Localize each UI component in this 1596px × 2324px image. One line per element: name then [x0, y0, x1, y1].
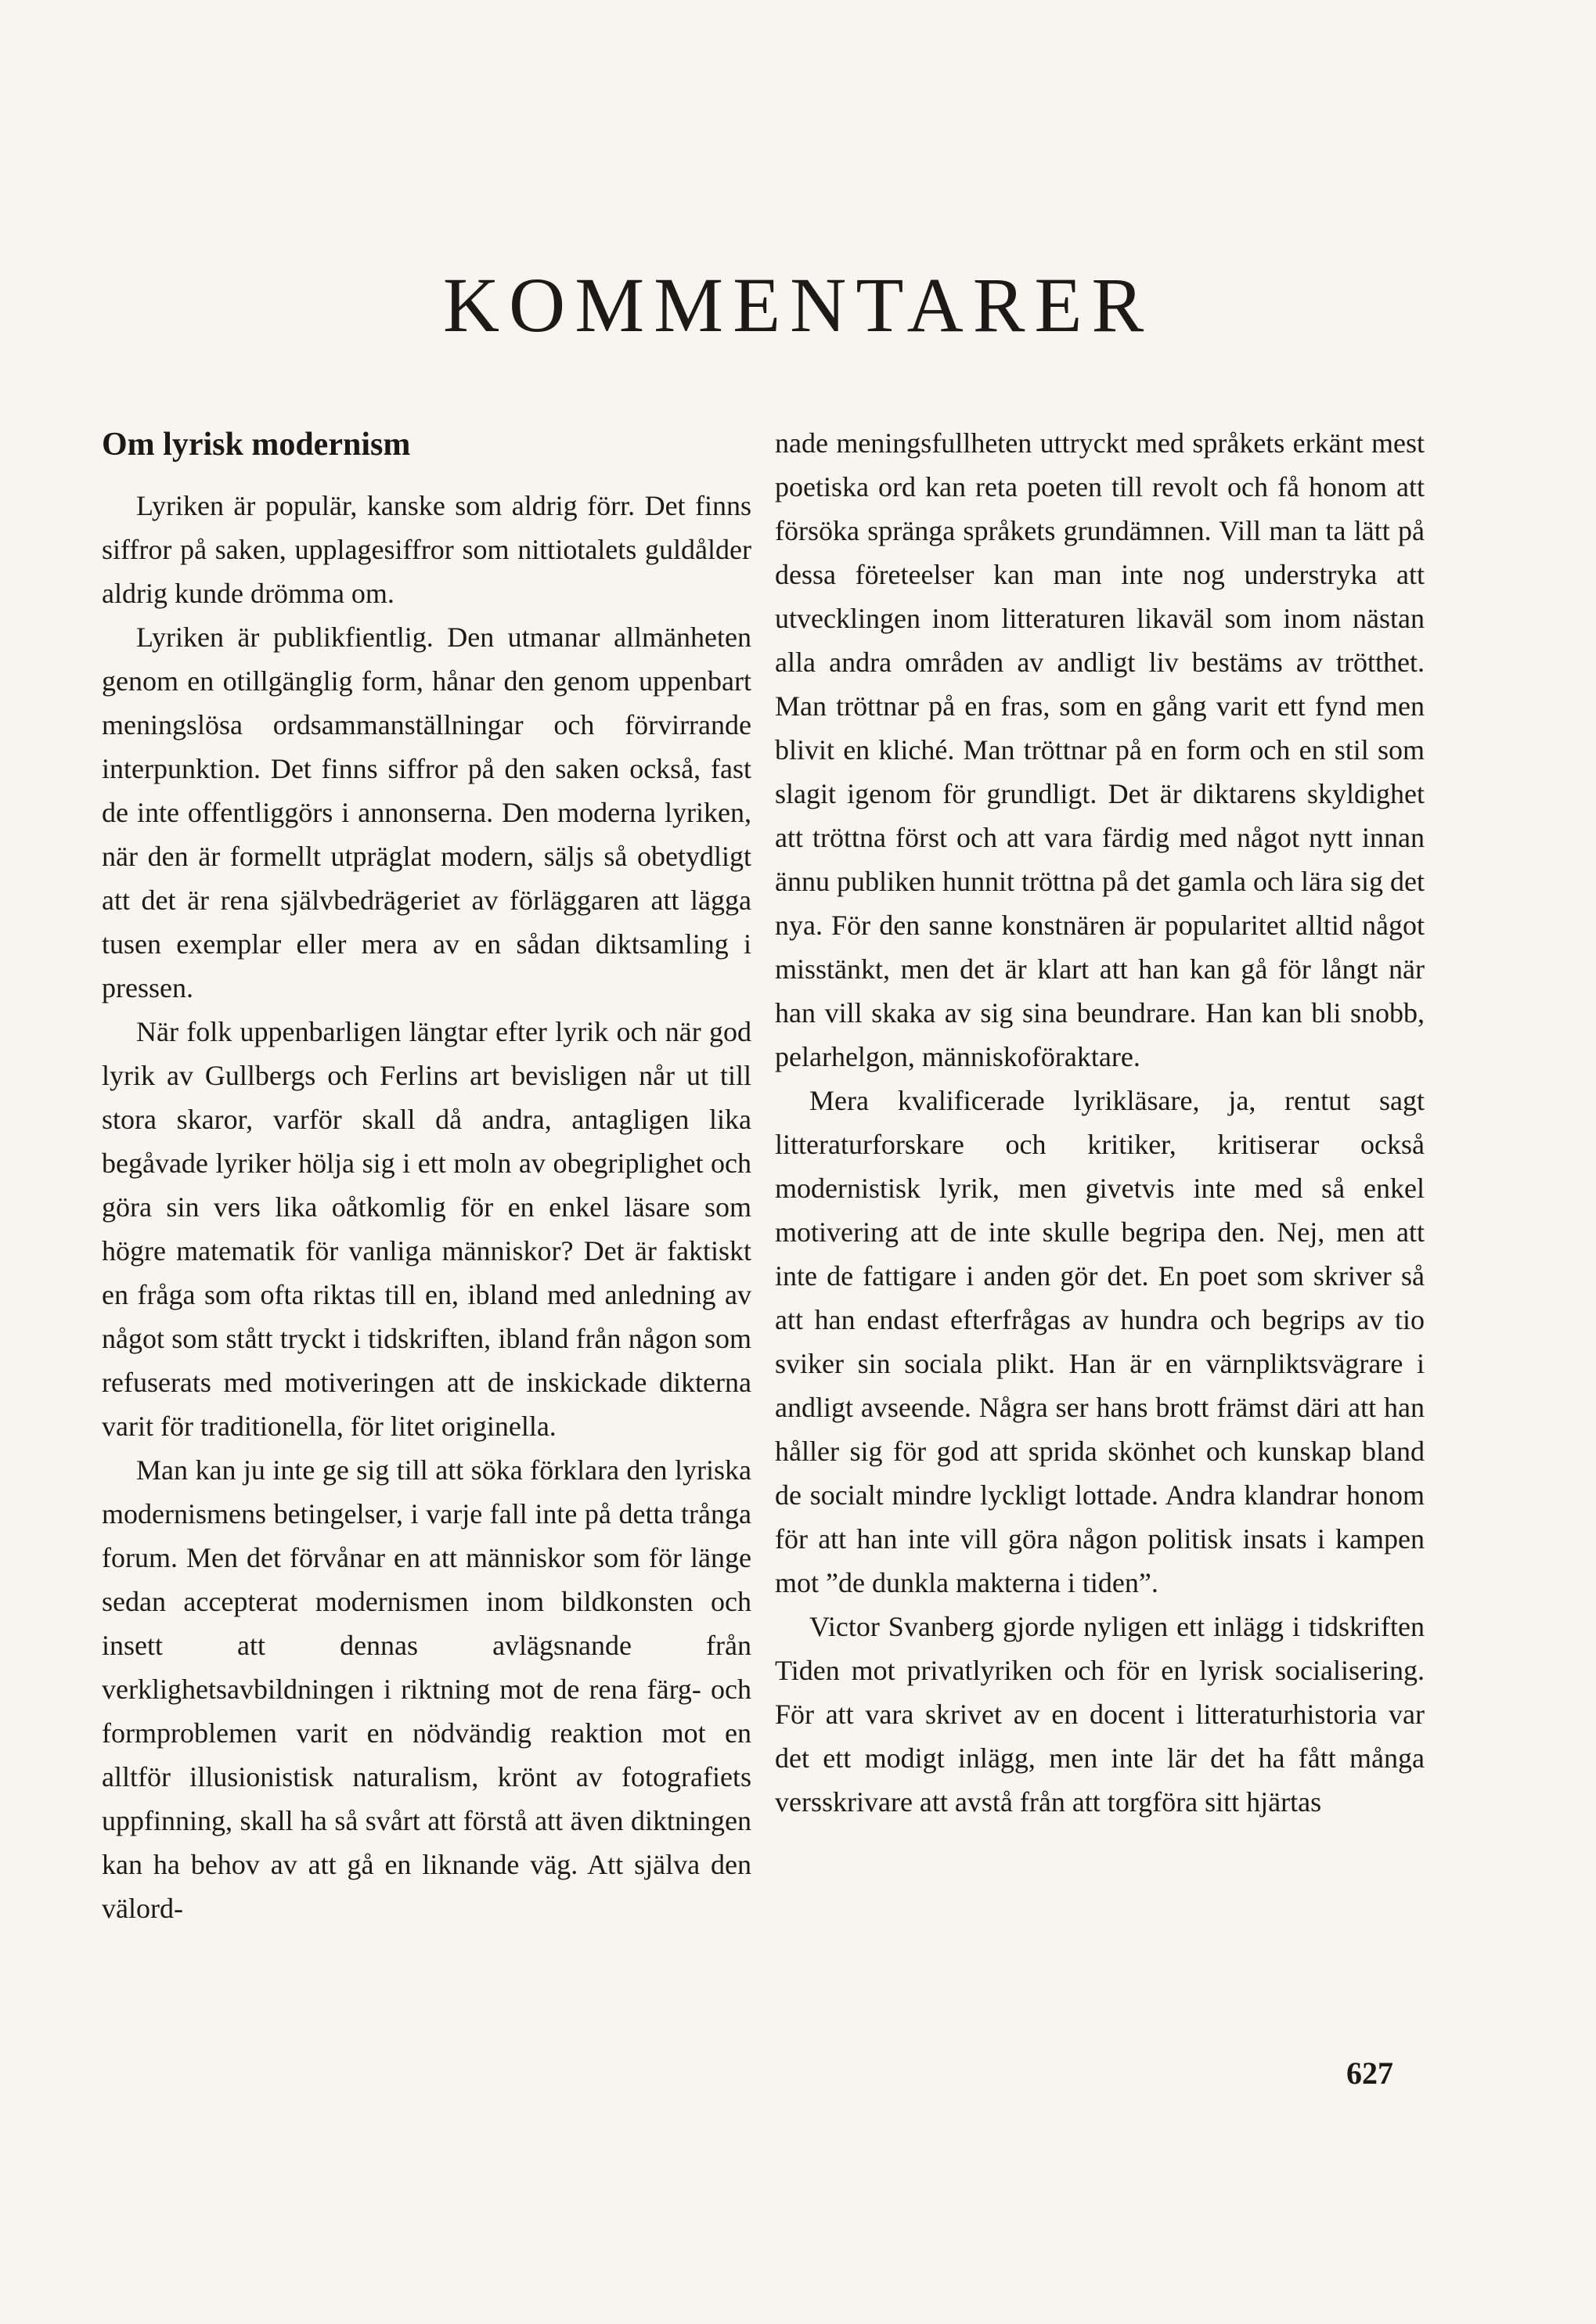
page-number: 627: [1346, 2056, 1393, 2091]
right-column: [775, 421, 1425, 1824]
paragraph: Lyriken är populär, kanske som aldrig förr. Det finns siffror på saken, upplagesiffror som nittiotalets guldålder aldrig kunde drömma om.: [102, 490, 751, 609]
paragraph: Victor Svanberg gjorde nyligen ett inlägg i tidskriften Tiden mot privatlyriken och för en lyrisk socialisering. För att vara skrivet av en docent i litteraturhistoria var det ett modigt inlägg, men inte lär det ha fått många versskrivare att avstå från att torgföra sitt hjärtas: [775, 1611, 1425, 1818]
paragraph: nade meningsfullheten uttryckt med språkets erkänt mest poetiska ord kan reta poeten till revolt och få honom att försöka spränga språkets grundämnen. Vill man ta lätt på dessa företeelser kan man inte nog understryka att utvecklingen inom litteraturen likaväl som inom nästan alla andra områden av andligt liv bestäms av trötthet. Man tröttnar på en fras, som en gång varit ett fynd men blivit en kliché. Man tröttnar på en form och en stil som slagit igenom för grundligt. Det är diktarens skyldighet att tröttna först och att vara färdig med något nytt innan ännu publiken hunnit tröttna på det gamla och lära sig det nya. För den sanne konstnären är popularitet alltid något misstänkt, men det är klart att han kan gå för långt när han vill skaka av sig sina beundrare. Han kan bli snobb, pelarhelgon, människoföraktare.: [775, 427, 1425, 1072]
paragraph: Lyriken är publikfientlig. Den utmanar allmänheten genom en otillgänglig form, hånar den genom uppenbart meningslösa ordsammanställningar och förvirrande interpunktion. Det finns siffror på den saken också, fast de inte offentliggörs i annonserna. Den moderna lyriken, när den är formellt utpräglat modern, säljs så obetydligt att det är rena självbedrägeriet av förläggaren att lägga tusen exemplar eller mera av en sådan diktsamling i pressen.: [102, 622, 751, 1003]
paragraph: När folk uppenbarligen längtar efter lyrik och när god lyrik av Gullbergs och Ferlins art bevisligen når ut till stora skaror, varför skall då andra, antagligen lika begåvade lyriker hölja sig i ett moln av obegriplighet och göra sin vers lika oåtkomlig för en enkel läsare som högre matematik för vanliga människor? Det är faktiskt en fråga som ofta riktas till en, ibland med anledning av något som stått tryckt i tidskriften, ibland från någon som refuserats med motiveringen att de inskickade dikterna varit för traditionella, för litet originella.: [102, 1016, 751, 1442]
section-heading: Om lyrisk modernism: [102, 427, 411, 463]
paragraph: Mera kvalificerade lyrikläsare, ja, rentut sagt litteraturforskare och kritiker, kritiserar också modernistisk lyrik, men givetvis inte med så enkel motivering att de inte skulle begripa den. Nej, men att inte de fattigare i anden gör det. En poet som skriver så att han endast efterfrågas av hundra och begrips av tio sviker sin sociala plikt. Han är en värnpliktsvägrare i andligt avseende. Några ser hans brott främst däri att han håller sig för god att sprida skönhet och kunskap bland de socialt mindre lyckligt lottade. Andra klandrar honom för att han inte vill göra någon politisk insats i kampen mot ”de dunkla makterna i tiden”.: [775, 1085, 1425, 1598]
page-title: KOMMENTARER: [442, 261, 1154, 348]
paragraph: Man kan ju inte ge sig till att söka förklara den lyriska modernismens betingelser, i varje fall inte på detta trånga forum. Men det förvånar en att människor som för länge sedan accepterat modernismen inom bildkonsten och insett att dennas avlägsnande från verklighetsavbildningen i riktning mot de rena färg- och formproblemen varit en nödvändig reaktion mot en alltför illusionistisk naturalism, krönt av fotografiets uppfinning, skall ha så svårt att förstå att även diktningen kan ha behov av att gå en liknande väg. Att själva den välord-: [102, 1454, 751, 1924]
left-column: [102, 423, 751, 1930]
